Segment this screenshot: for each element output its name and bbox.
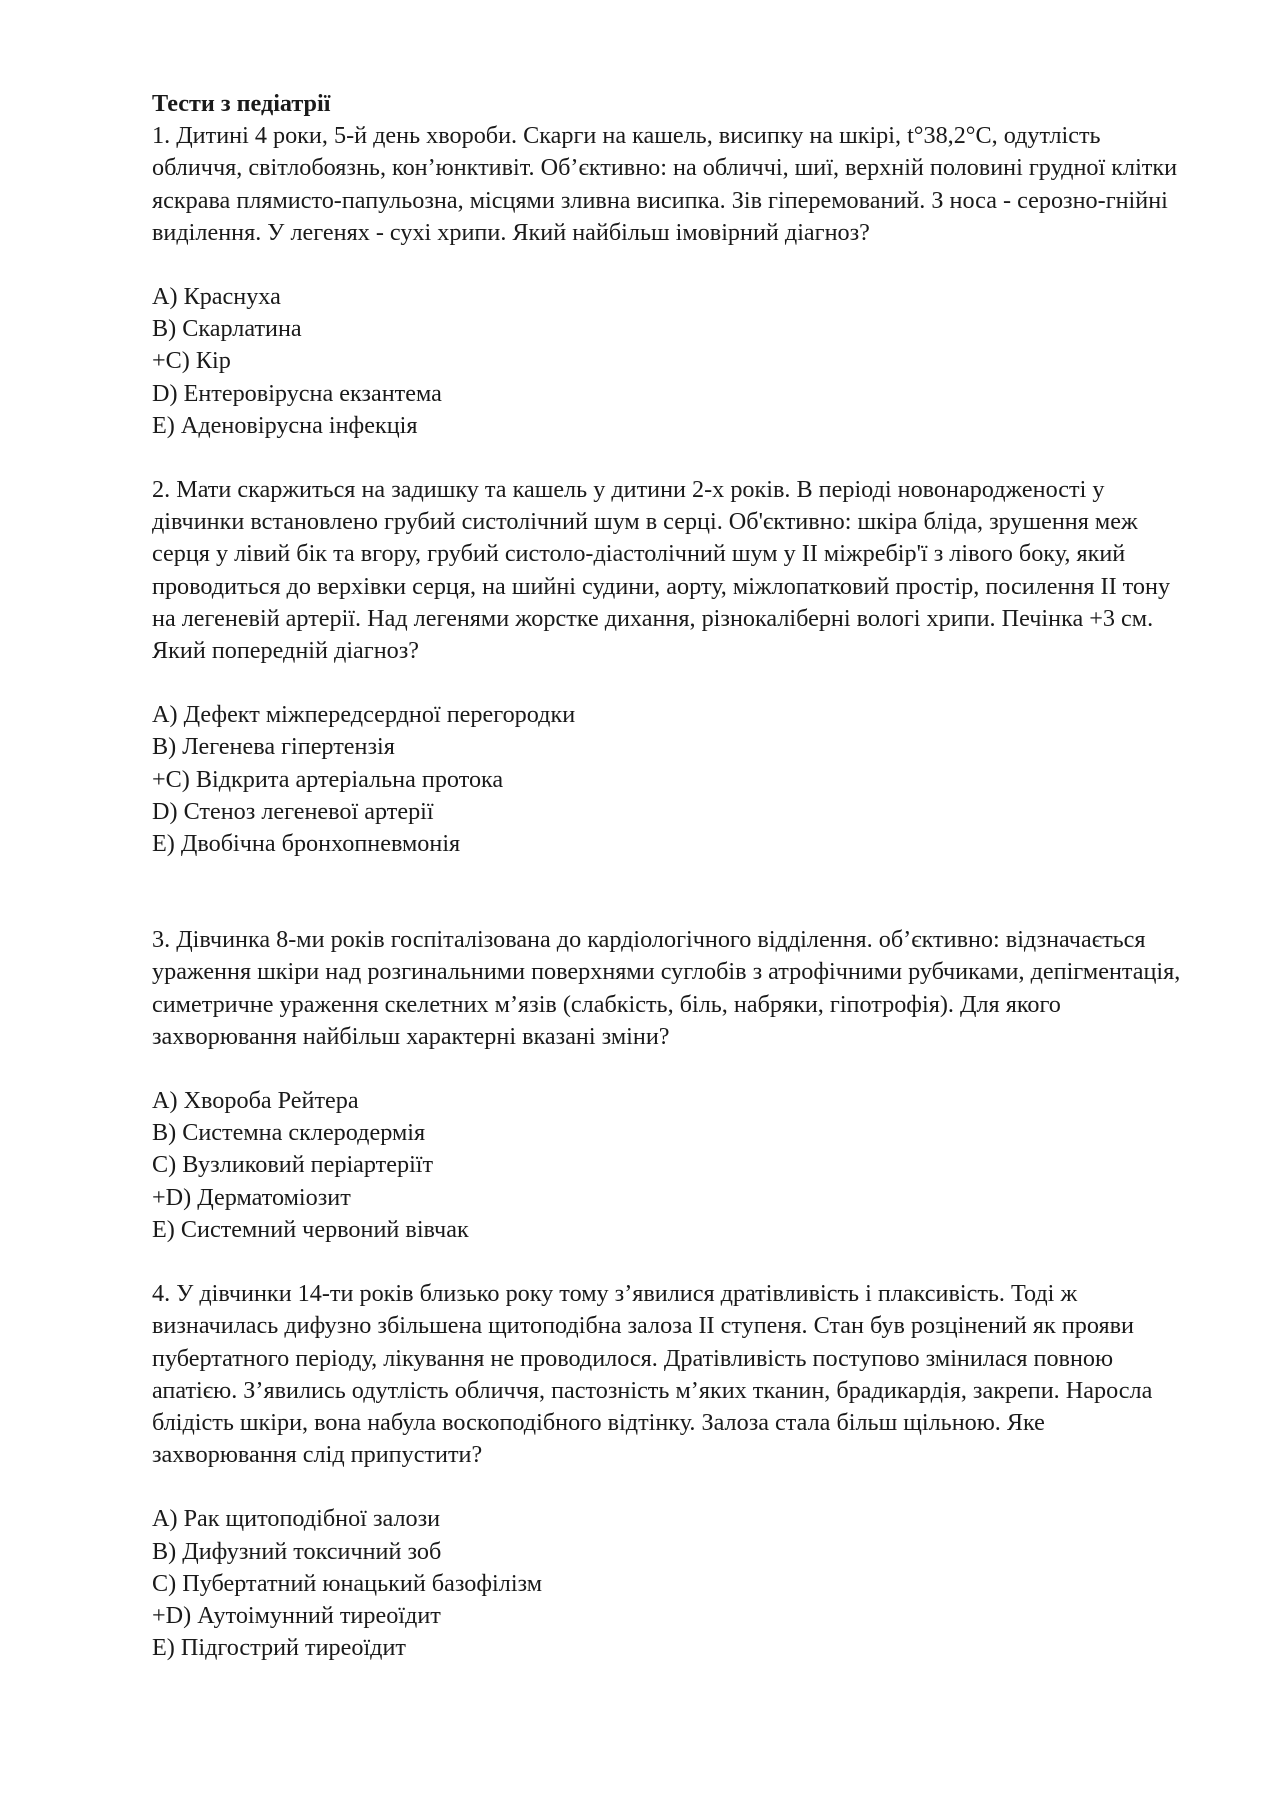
- question-3-options: [152, 1085, 1192, 1246]
- question-2-option-e: E) Двобічна бронхопневмонія: [152, 830, 461, 858]
- question-2-options: [152, 699, 1192, 860]
- document-page: [152, 88, 1192, 1664]
- question-4-options: [152, 1503, 1192, 1664]
- question-4-option-b: B) Дифузний токсичний зоб: [152, 1537, 442, 1565]
- question-4-option-c: C) Пубертатний юнацький базофілізм: [152, 1569, 543, 1597]
- question-1-option-c: +C) Кір: [152, 347, 231, 375]
- question-2-option-c: +C) Відкрита артеріальна протока: [152, 765, 504, 793]
- question-2-text: 2. Мати скаржиться на задишку та кашель у дитини 2-х років. В періоді новонародженості у дівчинки встановлено грубий систолічний шум в серці. Об'єктивно: шкіра бліда, зрушення меж серця у лівий бік та вгору, грубий систоло-діастолічний шум у II міжребір'ї з лівого боку, який проводиться до верхівки серця, на шийні судини, аорту, міжлопатковий простір, посилення II тону на легеневій артерії. Над легенями жорстке дихання, різнокаліберні вологі хрипи. Печінка +3 см. Який попередній діагноз?: [152, 476, 1171, 665]
- document-title: Тести з педіатрії: [152, 90, 331, 117]
- question-4-option-d: +D) Аутоімунний тиреоїдит: [152, 1601, 441, 1629]
- question-1-option-b: B) Скарлатина: [152, 315, 302, 343]
- spacer: [152, 1471, 1192, 1503]
- spacer: [152, 1053, 1192, 1085]
- question-3-option-a: A) Хвороба Рейтера: [152, 1087, 359, 1115]
- question-2-option-b: B) Легенева гіпертензія: [152, 733, 395, 761]
- spacer: [152, 249, 1192, 281]
- question-2-option-a: A) Дефект міжпередсердної перегородки: [152, 701, 576, 729]
- spacer: [152, 667, 1192, 699]
- question-3-text: 3. Дівчинка 8-ми років госпіталізована до кардіологічного відділення. об’єктивно: відзначається ураження шкіри над розгинальними поверхнями суглобів з атрофічними рубчиками, депігментація, симетричне ураження скелетних м’язів (слабкість, біль, набряки, гіпотрофія). Для якого захворювання найбільш характерні вказані зміни?: [152, 926, 1181, 1050]
- spacer: [152, 1246, 1192, 1278]
- question-1-text: 1. Дитині 4 роки, 5-й день хвороби. Скарги на кашель, висипку на шкірі, t°38,2°С, одутлість обличчя, світлобоязнь, кон’юнктивіт. Об’єктивно: на обличчі, шиї, верхній половині грудної клітки яскрава плямисто-папульозна, місцями зливна висипка. Зів гіперемований. З носа - серозно-гнійні виділення. У легенях - сухі хрипи. Який найбільш імовірний діагноз?: [152, 122, 1178, 246]
- question-1-option-e: E) Аденовірусна інфекція: [152, 411, 418, 439]
- question-1-option-d: D) Ентеровірусна екзантема: [152, 379, 442, 407]
- spacer: [152, 442, 1192, 474]
- question-3-option-d: +D) Дерматоміозит: [152, 1183, 351, 1211]
- question-1-options: [152, 281, 1192, 442]
- question-4-text: 4. У дівчинки 14-ти років близько року тому з’явилися дратівливість і плаксивість. Тоді ж визначилась дифузно збільшена щитоподібна залоза II ступеня. Стан був розцінений як прояви пубертатного періоду, лікування не проводилося. Дратівливість поступово змінилася повною апатією. З’явились одутлість обличчя, пастозність м’яких тканин, брадикардія, закрепи. Наросла блідість шкіри, вона набула воскоподібного відтінку. Залоза стала більш щільною. Яке захворювання слід припустити?: [152, 1280, 1153, 1469]
- question-2-option-d: D) Стеноз легеневої артерії: [152, 797, 434, 825]
- question-3-option-e: E) Системний червоний вівчак: [152, 1215, 469, 1243]
- question-3-option-b: B) Системна склеродермія: [152, 1119, 426, 1147]
- question-1-option-a: A) Краснуха: [152, 283, 281, 311]
- spacer: [152, 860, 1192, 924]
- question-4-option-a: A) Рак щитоподібної залози: [152, 1505, 441, 1533]
- question-4-option-e: E) Підгострий тиреоїдит: [152, 1634, 406, 1662]
- question-3-option-c: C) Вузликовий періартеріїт: [152, 1151, 434, 1179]
